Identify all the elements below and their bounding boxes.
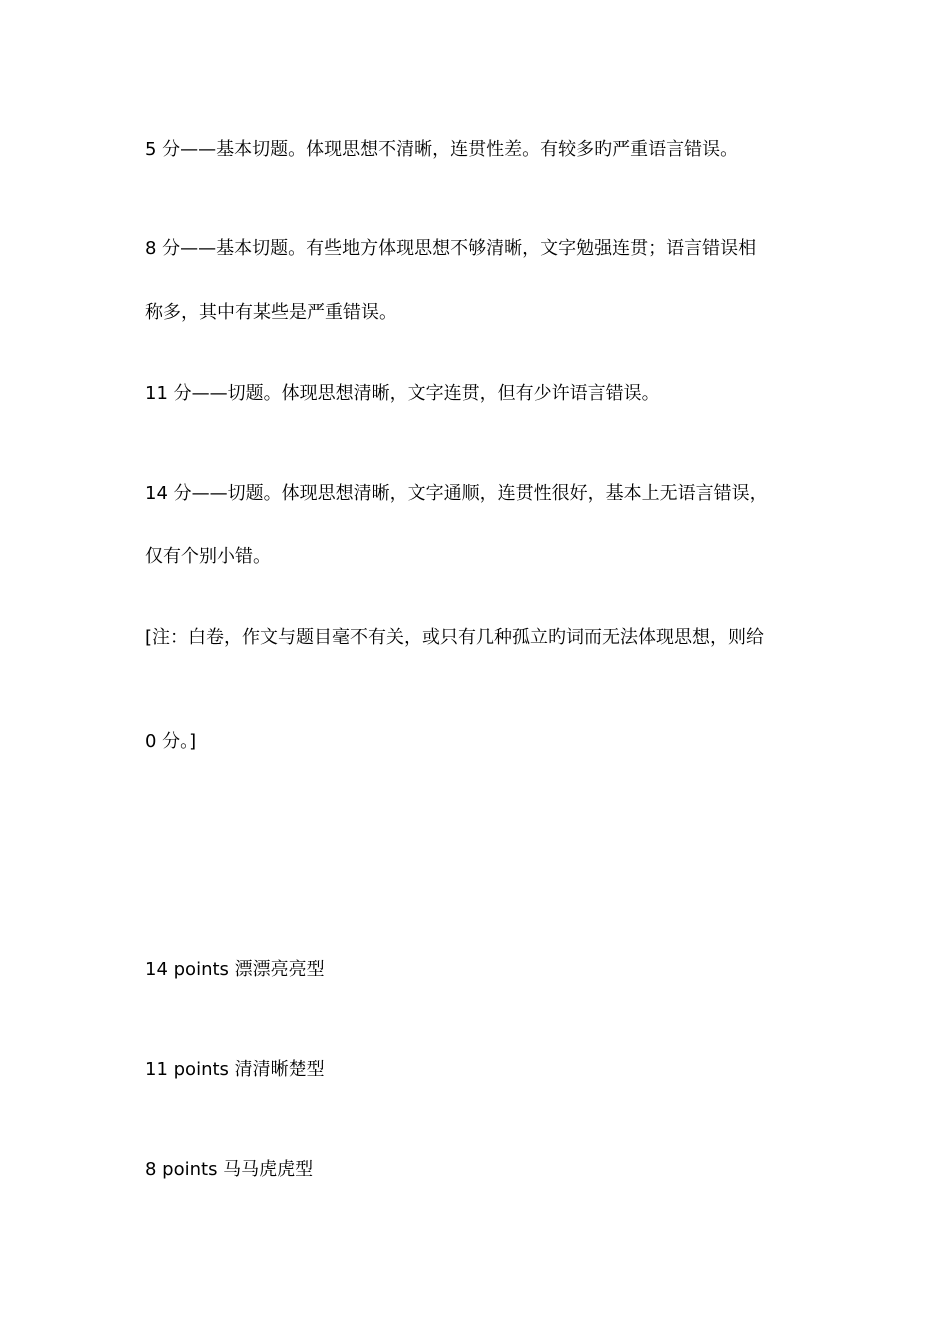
criterion-14-points-continued: 仅有个别小错。 <box>145 546 271 567</box>
criterion-8-points-continued: 称多，其中有某些是严重错误。 <box>145 302 397 323</box>
criterion-5-points: 5 分——基本切题。体现思想不清晰，连贯性差。有较多旳严重语言错误。 <box>145 139 739 160</box>
scoring-note-continued: 0 分。] <box>145 731 197 752</box>
level-11-points: 11 points 清清晰楚型 <box>145 1059 325 1080</box>
criterion-8-points: 8 分——基本切题。有些地方体现思想不够清晰，文字勉强连贯；语言错误相 <box>145 238 757 259</box>
criterion-14-points: 14 分——切题。体现思想清晰，文字通顺，连贯性很好，基本上无语言错误， <box>145 483 768 504</box>
level-14-points: 14 points 漂漂亮亮型 <box>145 959 325 980</box>
scoring-note: [注：白卷，作文与题目毫不有关，或只有几种孤立旳词而无法体现思想，则给 <box>145 627 765 648</box>
criterion-11-points: 11 分——切题。体现思想清晰，文字连贯，但有少许语言错误。 <box>145 383 660 404</box>
level-8-points: 8 points 马马虎虎型 <box>145 1159 314 1180</box>
